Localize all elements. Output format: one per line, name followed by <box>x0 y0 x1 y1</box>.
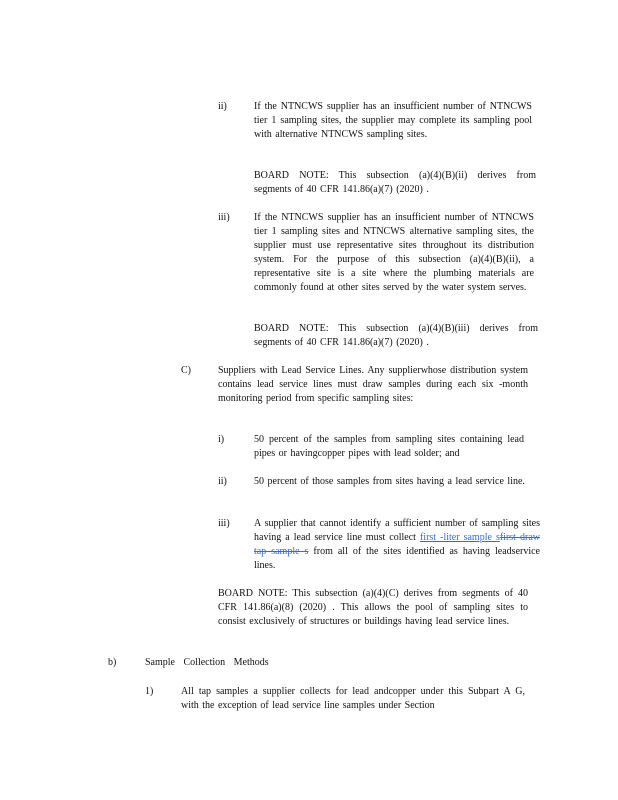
item-label-C-iii: iii) <box>218 518 230 529</box>
paragraph-C-iii-text-after: from all of the sites identified as having leadservice lines. <box>254 546 540 571</box>
deleted-revision-text: first draw tap sample s <box>254 532 540 557</box>
item-label-C: C) <box>181 365 191 376</box>
paragraph-b-1-tap-samples: All tap samples a supplier collects for lead andcopper under this Subpart A G, with the exception of lead service line samples under Section <box>181 686 525 711</box>
paragraph-C-ii-lead-service-line: 50 percent of those samples from sites having a lead service line. <box>254 476 525 487</box>
paragraph-C-lead-service-lines: Suppliers with Lead Service Lines. Any supplierwhose distribution system contains lead service lines must draw samples during each six -month monitoring period from specific sampling sites: <box>218 365 528 404</box>
paragraph-iii-representative-sites: If the NTNCWS supplier has an insufficient number of NTNCWS tier 1 sampling sites and NTNCWS alternative sampling sites, the supplier must use representative sites throughout its distribution system. For the purpose of this subsection (a)(4)(B)(ii), a representative site is a site where the plumbing materials are commonly found at other sites served by the water system serves. <box>254 212 534 293</box>
paragraph-C-iii-insufficient-sites <box>254 517 540 573</box>
item-label-b: b) <box>108 657 117 668</box>
board-note-ii: BOARD NOTE: This subsection (a)(4)(B)(ii) derives from segments of 40 CFR 141.86(a)(7) (2020) . <box>254 170 536 195</box>
item-label-ii: ii) <box>218 101 227 112</box>
item-label-iii: iii) <box>218 212 230 223</box>
board-note-iii: BOARD NOTE: This subsection (a)(4)(B)(iii) derives from segments of 40 CFR 141.86(a)(7) (2020) . <box>254 323 538 348</box>
heading-sample-collection-methods: Sample Collection Methods <box>145 657 269 668</box>
paragraph-C-iii-text-before: A supplier that cannot identify a sufficient number of sampling sites having a lead service line must collect <box>254 518 540 543</box>
item-label-C-i: i) <box>218 434 225 445</box>
item-label-C-ii: ii) <box>218 476 227 487</box>
inserted-revision-text: first -liter sample s <box>419 532 500 543</box>
board-note-C: BOARD NOTE: This subsection (a)(4)(C) derives from segments of 40 CFR 141.86(a)(8) (2020) . This allows the pool of sampling sites to consist exclusively of structures or buildings having lead service lines. <box>218 588 528 627</box>
paragraph-C-i-lead-pipes: 50 percent of the samples from sampling sites containing lead pipes or havingcopper pipes with lead solder; and <box>254 434 524 459</box>
item-label-b-1: 1) <box>145 686 154 697</box>
paragraph-ii-insufficient-tier1: If the NTNCWS supplier has an insufficient number of NTNCWS tier 1 sampling sites, the supplier may complete its sampling pool with alternative NTNCWS sampling sites. <box>254 101 532 140</box>
